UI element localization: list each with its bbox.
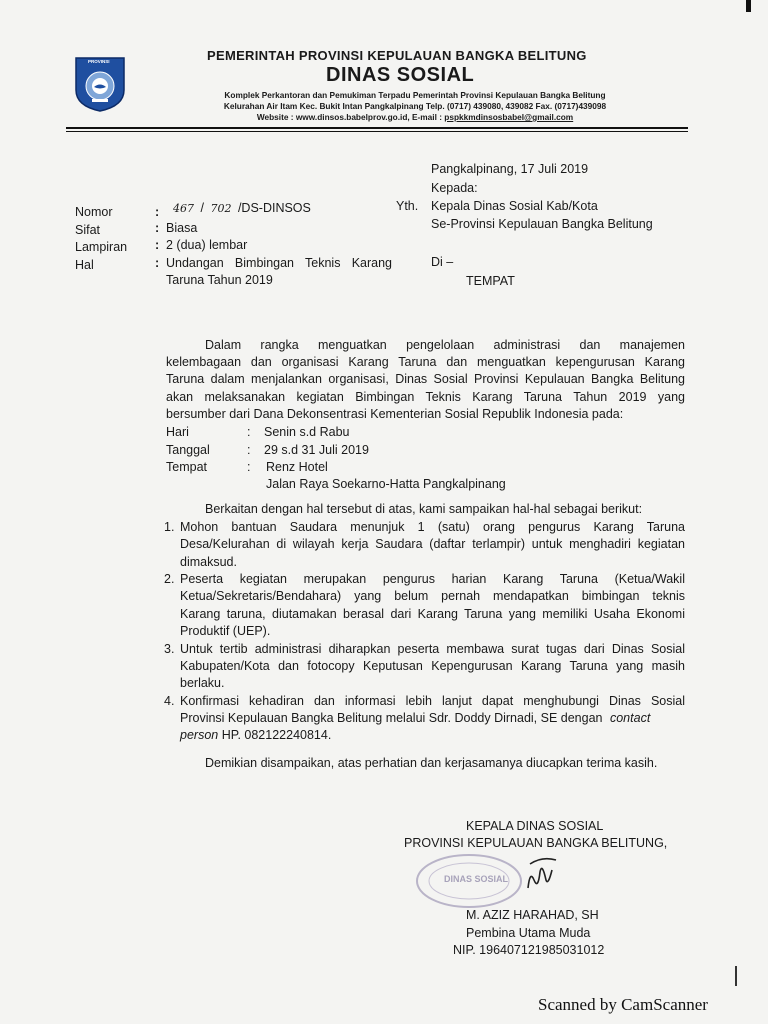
handwritten-signature — [522, 850, 562, 896]
hal-label: Hal — [75, 258, 94, 272]
signatory-rank: Pembina Utama Muda — [466, 926, 591, 940]
item-3-line-3: berlaku. — [180, 676, 225, 690]
intro-line-3: Taruna dalam menjalankan organisasi, Dinas Sosial Provinsi Kepulauan Bangka Belitung — [166, 372, 685, 386]
tempat-value: Renz Hotel — [266, 460, 328, 474]
kop-logo — [72, 56, 128, 112]
tempat-address: Jalan Raya Soekarno-Hatta Pangkalpinang — [266, 477, 506, 491]
kop-divider-thin — [66, 131, 688, 132]
kop-line-dinas: DINAS SOSIAL — [326, 64, 475, 86]
nomor-colon: : — [155, 205, 160, 219]
signatory-name: M. AZIZ HARAHAD, SH — [466, 908, 599, 922]
item-2-line-1: Peserta kegiatan merupakan pengurus harian Karang Taruna (Ketua/Wakil — [180, 572, 685, 586]
tanggal-value: 29 s.d 31 Juli 2019 — [264, 443, 369, 457]
scan-edge-mark-bottom — [735, 966, 737, 986]
lampiran-label: Lampiran — [75, 240, 128, 254]
berkaitan-line: Berkaitan dengan hal tersebut di atas, kami sampaikan hal-hal sebagai berikut: — [205, 502, 643, 516]
nomor-suffix: /DS-DINSOS — [237, 201, 311, 215]
kop-line-government: PEMERINTAH PROVINSI KEPULAUAN BANGKA BELITUNG — [207, 48, 587, 63]
nomor-label: Nomor — [75, 205, 113, 219]
hal-value-line2: Taruna Tahun 2019 — [166, 273, 273, 287]
item-1-line-1: Mohon bantuan Saudara menunjuk 1 (satu) orang pengurus Karang Taruna — [180, 520, 685, 534]
tempat-colon: : — [247, 460, 251, 474]
intro-line-4: akan melaksanakan kegiatan Bimbingan Teknis Karang Taruna Tahun 2019 yang — [166, 390, 685, 404]
item-2-line-4: Produktif (UEP). — [180, 624, 271, 638]
item-1-number: 1. — [164, 520, 175, 534]
nomor-value — [173, 199, 311, 218]
recipient-di: Di – — [431, 255, 454, 269]
lampiran-colon: : — [155, 238, 160, 252]
kop-email-link[interactable]: pspkkmdinsosbabel@gmail.com — [444, 112, 574, 122]
intro-line-5: bersumber dari Dana Dekonsentrasi Kementerian Sosial Republik Indonesia pada: — [166, 407, 624, 421]
recipient-line1: Kepala Dinas Sosial Kab/Kota — [431, 199, 598, 213]
kop-divider-thick — [66, 127, 688, 129]
item-3-line-2: Kabupaten/Kota dan fotocopy Keputusan Kepengurusan Karang Taruna yang masih — [180, 659, 685, 673]
nomor-handwritten-2: 702 — [210, 202, 232, 215]
item-3-line-1: Untuk tertib administrasi diharapkan peserta membawa surat tugas dari Dinas Sosial — [180, 642, 685, 656]
item-2-line-3: Karang taruna, diutamakan berasal dari Karang Taruna yang memiliki Usaha Ekonomi — [180, 607, 685, 621]
contact-italic-1: contact — [609, 711, 651, 725]
closing-line: Demikian disampaikan, atas perhatian dan kerjasamanya diucapkan terima kasih. — [205, 756, 658, 770]
tanggal-label: Tanggal — [166, 443, 210, 457]
item-4-line-3 — [180, 726, 331, 744]
nomor-separator: / — [200, 201, 204, 215]
intro-line-1: Dalam rangka menguatkan pengelolaan administrasi dan manajemen — [205, 338, 685, 352]
logo-top-text: PROVINSI — [88, 59, 110, 64]
hari-label: Hari — [166, 425, 189, 439]
item-4-line-1: Konfirmasi kehadiran dan informasi lebih lanjut dapat menghubungi Dinas Sosial — [180, 694, 685, 708]
hal-value-line1: Undangan Bimbingan Teknis Karang — [166, 256, 392, 270]
kop-website: Website : www.dinsos.babelprov.go.id, E-mail : — [256, 112, 445, 122]
recipient-line2: Se-Provinsi Kepulauan Bangka Belitung — [431, 217, 653, 231]
intro-line-2: kelembagaan dan organisasi Karang Taruna dan menguatkan kepengurusan Karang — [166, 355, 685, 369]
contact-italic-2: person — [180, 728, 219, 742]
item-2-line-2: Ketua/Sekretaris/Bendahara) yang belum pernah mendapatkan bimbingan teknis — [180, 589, 685, 603]
item-1-line-2: Desa/Kelurahan di wilayah kerja Saudara (daftar terlampir) untuk menghadiri kegiatan — [180, 537, 685, 551]
item-1-line-3: dimaksud. — [180, 555, 237, 569]
item-4-number: 4. — [164, 694, 175, 708]
kop-address-line2: Kelurahan Air Itam Kec. Bukit Intan Pangkalpinang Telp. (0717) 439080, 439082 Fax. (0717)439098 — [223, 101, 607, 111]
signature-title-2: PROVINSI KEPULAUAN BANGKA BELITUNG, — [404, 836, 668, 850]
sifat-colon: : — [155, 221, 160, 235]
item-2-number: 2. — [164, 572, 175, 586]
kop-address-line1: Komplek Perkantoran dan Pemukiman Terpadu Pemerintah Provinsi Kepulauan Bangka Belitung — [224, 90, 606, 100]
nomor-handwritten-1: 467 — [173, 202, 194, 215]
scan-edge-mark-top — [746, 0, 751, 12]
item-4-line-2: Provinsi Kepulauan Bangka Belitung melalui Sdr. Doddy Dirnadi, SE dengan — [180, 711, 603, 725]
camscanner-watermark: Scanned by CamScanner — [538, 995, 708, 1014]
kepada-label: Kepada: — [431, 181, 478, 195]
signature-title-1: KEPALA DINAS SOSIAL — [466, 819, 604, 833]
stamp-text: DINAS SOSIAL — [444, 874, 509, 884]
tempat-label: Tempat — [166, 460, 207, 474]
sifat-label: Sifat — [75, 223, 101, 237]
contact-phone: HP. 082122240814. — [218, 728, 332, 742]
hari-value: Senin s.d Rabu — [264, 425, 350, 439]
lampiran-value: 2 (dua) lembar — [166, 238, 248, 252]
official-stamp — [414, 852, 524, 910]
hari-colon: : — [247, 425, 251, 439]
tanggal-colon: : — [247, 443, 251, 457]
kop-address — [150, 90, 680, 123]
item-3-number: 3. — [164, 642, 175, 656]
yth-label: Yth. — [396, 199, 419, 213]
recipient-tempat: TEMPAT — [466, 274, 515, 288]
item-4-line-2-row — [180, 709, 650, 727]
hal-colon: : — [155, 256, 160, 270]
kop-website-line — [150, 112, 680, 123]
sifat-value: Biasa — [166, 221, 198, 235]
signatory-nip: NIP. 196407121985031012 — [453, 943, 605, 957]
place-date: Pangkalpinang, 17 Juli 2019 — [431, 162, 589, 176]
